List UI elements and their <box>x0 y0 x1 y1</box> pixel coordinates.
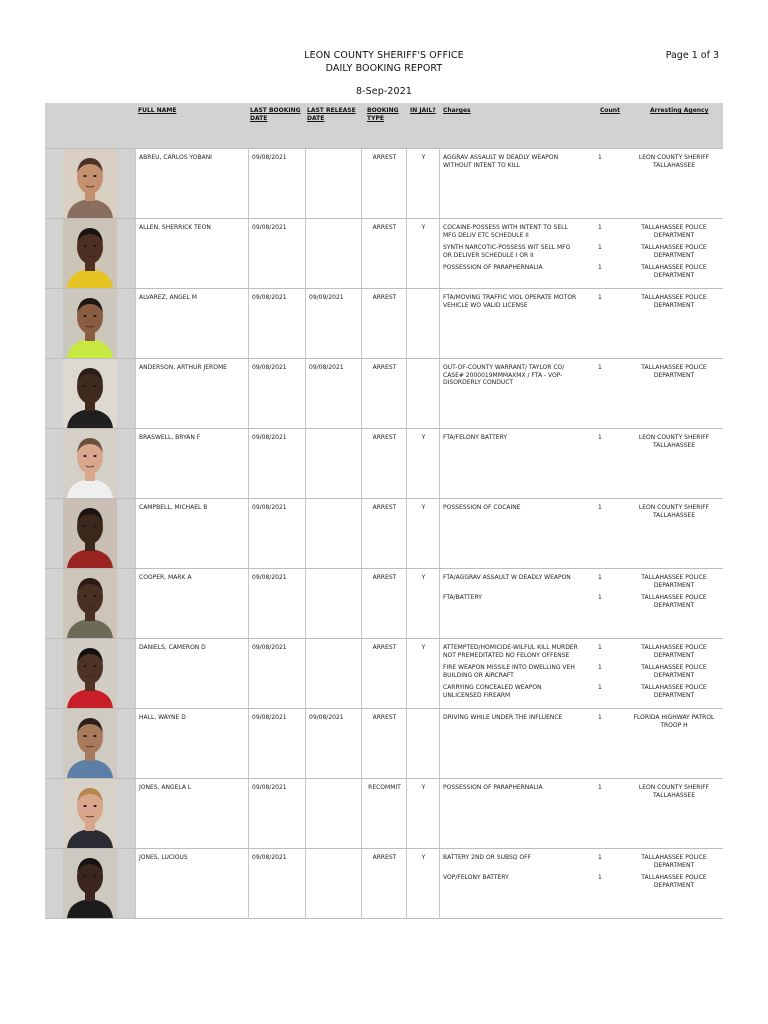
charge-text: FTA/AGGRAV ASSAULT W DEADLY WEAPON <box>443 574 571 581</box>
cell-booking-type <box>361 149 407 218</box>
cell-booking-type <box>361 849 407 918</box>
in-jail-text: Y <box>421 504 426 511</box>
booking-type-text: ARREST <box>372 574 397 581</box>
name-text: HALL, WAYNE D <box>139 714 186 721</box>
booking-photo <box>63 499 117 568</box>
cell-release-date <box>305 849 362 918</box>
cell-booking-type <box>361 499 407 568</box>
arresting-agency: LEON COUNTY SHERIFF TALLAHASSEE <box>638 434 710 449</box>
charge-count: 1 <box>598 264 602 271</box>
cell-in-jail <box>406 219 440 288</box>
col-in-jail: IN JAIL? <box>410 107 436 114</box>
booking-type-text: ARREST <box>372 434 397 441</box>
cell-release-date <box>305 149 362 218</box>
col-charges: Charges <box>443 107 471 114</box>
col-last-release-date: LAST RELEASE DATE <box>307 107 356 122</box>
cell-in-jail <box>406 289 440 358</box>
cell-name <box>135 219 249 288</box>
name-text: CAMPBELL, MICHAEL B <box>139 504 208 511</box>
photo-cell <box>45 779 135 848</box>
booking-type-text: ARREST <box>372 364 397 371</box>
booking-date-text: 09/08/2021 <box>252 504 287 511</box>
office-title: LEON COUNTY SHERIFF'S OFFICE <box>304 50 464 61</box>
table-row <box>45 148 723 218</box>
photo-cell <box>45 289 135 358</box>
booking-photo <box>63 639 117 708</box>
col-full-name: FULL NAME <box>138 107 177 114</box>
cell-in-jail <box>406 429 440 498</box>
cell-booking-date <box>248 779 306 848</box>
photo-cell <box>45 499 135 568</box>
photo-cell <box>45 359 135 428</box>
booking-date-text: 09/08/2021 <box>252 644 287 651</box>
table-row <box>45 218 723 288</box>
charge-text: ATTEMPTED/HOMICIDE-WILFUL KILL MURDER NOT PREMEDITATED NO FELONY OFFENSE <box>443 644 578 659</box>
cell-booking-type <box>361 429 407 498</box>
cell-in-jail <box>406 849 440 918</box>
cell-booking-date <box>248 709 306 778</box>
name-text: JONES, LUCIOUS <box>139 854 188 861</box>
charge-count: 1 <box>598 504 602 511</box>
arresting-agency: TALLAHASSEE POLICE DEPARTMENT <box>641 224 707 239</box>
arresting-agency: LEON COUNTY SHERIFF TALLAHASSEE <box>638 154 710 169</box>
charge-count: 1 <box>598 854 602 861</box>
cell-booking-date <box>248 569 306 638</box>
charge-count: 1 <box>598 224 602 231</box>
release-date-text: 09/08/2021 <box>309 364 344 371</box>
booking-type-text: ARREST <box>372 154 397 161</box>
booking-date-text: 09/08/2021 <box>252 784 287 791</box>
cell-release-date <box>305 709 362 778</box>
booking-type-text: ARREST <box>372 714 397 721</box>
cell-name <box>135 779 249 848</box>
booking-photo <box>63 779 117 848</box>
cell-name <box>135 429 249 498</box>
arresting-agency: TALLAHASSEE POLICE DEPARTMENT <box>641 244 707 259</box>
booking-type-text: RECOMMIT <box>368 784 401 791</box>
cell-release-date <box>305 289 362 358</box>
cell-name <box>135 849 249 918</box>
arresting-agency: TALLAHASSEE POLICE DEPARTMENT <box>641 664 707 679</box>
photo-cell <box>45 849 135 918</box>
cell-charges <box>439 359 723 428</box>
table-row <box>45 848 723 918</box>
name-text: ABREU, CARLOS YOBANI <box>139 154 212 161</box>
booking-type-text: ARREST <box>372 294 397 301</box>
cell-booking-date <box>248 499 306 568</box>
charge-text: BATTERY 2ND OR SUBSQ OFF <box>443 854 532 861</box>
cell-in-jail <box>406 779 440 848</box>
report-date: 8-Sep-2021 <box>356 86 412 97</box>
table-row <box>45 498 723 568</box>
booking-photo <box>63 569 117 638</box>
photo-cell <box>45 639 135 708</box>
cell-booking-type <box>361 219 407 288</box>
cell-booking-date <box>248 289 306 358</box>
in-jail-text: Y <box>421 224 426 231</box>
charge-text: OUT-OF-COUNTY WARRANT/ TAYLOR CO/ CASE# 2000019MMMAXMX / FTA - VOP-DISORDERLY CONDUCT <box>443 364 565 386</box>
arresting-agency: TALLAHASSEE POLICE DEPARTMENT <box>641 294 707 309</box>
charge-count: 1 <box>598 244 602 251</box>
booking-date-text: 09/08/2021 <box>252 154 287 161</box>
cell-booking-type <box>361 779 407 848</box>
charge-count: 1 <box>598 684 602 691</box>
arresting-agency: TALLAHASSEE POLICE DEPARTMENT <box>641 574 707 589</box>
booking-photo <box>63 849 117 918</box>
booking-photo <box>63 359 117 428</box>
cell-booking-date <box>248 849 306 918</box>
table-body <box>45 148 723 918</box>
in-jail-text: Y <box>421 434 426 441</box>
arresting-agency: TALLAHASSEE POLICE DEPARTMENT <box>641 264 707 279</box>
cell-charges <box>439 289 723 358</box>
charge-text: POSSESSION OF PARAPHERNALIA <box>443 264 543 271</box>
cell-name <box>135 359 249 428</box>
release-date-text: 09/09/2021 <box>309 294 344 301</box>
booking-type-text: ARREST <box>372 644 397 651</box>
cell-name <box>135 149 249 218</box>
report-title: DAILY BOOKING REPORT <box>325 63 443 74</box>
booking-date-text: 09/08/2021 <box>252 434 287 441</box>
name-text: ALVAREZ, ANGEL M <box>139 294 197 301</box>
in-jail-text: Y <box>421 854 426 861</box>
cell-release-date <box>305 569 362 638</box>
in-jail-text: Y <box>421 154 426 161</box>
table-row <box>45 358 723 428</box>
charge-text: FIRE WEAPON MISSILE INTO DWELLING VEH BUILDING OR AIRCRAFT <box>443 664 575 679</box>
photo-cell <box>45 709 135 778</box>
cell-release-date <box>305 499 362 568</box>
release-date-text: 09/08/2021 <box>309 714 344 721</box>
arresting-agency: LEON COUNTY SHERIFF TALLAHASSEE <box>638 784 710 799</box>
cell-charges <box>439 149 723 218</box>
booking-photo <box>63 219 117 288</box>
booking-type-text: ARREST <box>372 504 397 511</box>
photo-cell <box>45 149 135 218</box>
charge-text: FTA/BATTERY <box>443 594 482 601</box>
cell-booking-type <box>361 569 407 638</box>
charge-text: SYNTH NARCOTIC-POSSESS WIT SELL MFG OR DELIVER SCHEDULE I OR II <box>443 244 571 259</box>
charge-text: DRIVING WHILE UNDER THE INFLUENCE <box>443 714 563 721</box>
cell-booking-date <box>248 639 306 708</box>
cell-name <box>135 639 249 708</box>
col-booking-type: BOOKING TYPE <box>367 107 399 122</box>
charge-count: 1 <box>598 294 602 301</box>
cell-in-jail <box>406 359 440 428</box>
charge-text: POSSESSION OF COCAINE <box>443 504 521 511</box>
photo-cell <box>45 569 135 638</box>
charge-text: AGGRAV ASSAULT W DEADLY WEAPON WITHOUT INTENT TO KILL <box>443 154 559 169</box>
booking-photo <box>63 289 117 358</box>
charge-text: FTA/MOVING TRAFFIC VIOL OPERATE MOTOR VEHICLE WO VALID LICENSE <box>443 294 577 309</box>
arresting-agency: TALLAHASSEE POLICE DEPARTMENT <box>641 644 707 659</box>
booking-photo <box>63 149 117 218</box>
cell-release-date <box>305 779 362 848</box>
booking-date-text: 09/08/2021 <box>252 294 287 301</box>
cell-charges <box>439 779 723 848</box>
table-row <box>45 428 723 498</box>
name-text: COOPER, MARK A <box>139 574 192 581</box>
cell-booking-type <box>361 709 407 778</box>
arresting-agency: LEON COUNTY SHERIFF TALLAHASSEE <box>638 504 710 519</box>
cell-in-jail <box>406 499 440 568</box>
cell-booking-type <box>361 289 407 358</box>
cell-in-jail <box>406 149 440 218</box>
cell-charges <box>439 849 723 918</box>
table-row <box>45 638 723 708</box>
table-row <box>45 778 723 848</box>
charge-text: CARRYING CONCEALED WEAPON UNLICENSED FIREARM <box>443 684 542 699</box>
col-count: Count <box>600 107 620 114</box>
table-row <box>45 288 723 358</box>
charge-count: 1 <box>598 644 602 651</box>
arresting-agency: FLORIDA HIGHWAY PATROL TROOP H <box>633 714 715 729</box>
arresting-agency: TALLAHASSEE POLICE DEPARTMENT <box>641 854 707 869</box>
cell-booking-type <box>361 639 407 708</box>
name-text: ALLEN, SHERRICK TEON <box>139 224 211 231</box>
arresting-agency: TALLAHASSEE POLICE DEPARTMENT <box>641 874 707 889</box>
col-arresting-agency: Arresting Agency <box>650 107 709 114</box>
cell-booking-date <box>248 149 306 218</box>
cell-release-date <box>305 359 362 428</box>
in-jail-text: Y <box>421 644 426 651</box>
cell-name <box>135 709 249 778</box>
photo-cell <box>45 429 135 498</box>
cell-in-jail <box>406 639 440 708</box>
cell-name <box>135 289 249 358</box>
cell-charges <box>439 219 723 288</box>
in-jail-text: Y <box>421 784 426 791</box>
table-bottom-rule <box>45 918 723 919</box>
cell-name <box>135 499 249 568</box>
page-number: Page 1 of 3 <box>665 50 719 61</box>
charge-count: 1 <box>598 364 602 371</box>
booking-type-text: ARREST <box>372 854 397 861</box>
name-text: DANIELS, CAMERON D <box>139 644 206 651</box>
cell-booking-date <box>248 219 306 288</box>
charge-text: FTA/FELONY BATTERY <box>443 434 508 441</box>
charge-count: 1 <box>598 784 602 791</box>
cell-charges <box>439 639 723 708</box>
cell-release-date <box>305 219 362 288</box>
table-row <box>45 568 723 638</box>
photo-cell <box>45 219 135 288</box>
cell-booking-date <box>248 429 306 498</box>
name-text: JONES, ANGELA L <box>139 784 192 791</box>
cell-charges <box>439 709 723 778</box>
charge-count: 1 <box>598 594 602 601</box>
arresting-agency: TALLAHASSEE POLICE DEPARTMENT <box>641 684 707 699</box>
booking-type-text: ARREST <box>372 224 397 231</box>
cell-in-jail <box>406 569 440 638</box>
cell-booking-date <box>248 359 306 428</box>
booking-photo <box>63 709 117 778</box>
cell-charges <box>439 569 723 638</box>
cell-release-date <box>305 429 362 498</box>
name-text: BRASWELL, BRYAN F <box>139 434 201 441</box>
cell-charges <box>439 429 723 498</box>
cell-name <box>135 569 249 638</box>
booking-date-text: 09/08/2021 <box>252 574 287 581</box>
cell-release-date <box>305 639 362 708</box>
booking-date-text: 09/08/2021 <box>252 854 287 861</box>
booking-photo <box>63 429 117 498</box>
table-row <box>45 708 723 778</box>
booking-table <box>45 103 723 918</box>
charge-text: POSSESSION OF PARAPHERNALIA <box>443 784 543 791</box>
booking-date-text: 09/08/2021 <box>252 714 287 721</box>
booking-date-text: 09/08/2021 <box>252 224 287 231</box>
in-jail-text: Y <box>421 574 426 581</box>
charge-text: VOP/FELONY BATTERY <box>443 874 509 881</box>
table-header <box>45 103 723 148</box>
col-last-booking-date: LAST BOOKING DATE <box>250 107 301 122</box>
booking-date-text: 09/08/2021 <box>252 364 287 371</box>
charge-count: 1 <box>598 574 602 581</box>
charge-count: 1 <box>598 664 602 671</box>
charge-text: COCAINE-POSSESS WITH INTENT TO SELL MFG DELIV ETC SCHEDULE II <box>443 224 568 239</box>
charge-count: 1 <box>598 434 602 441</box>
cell-in-jail <box>406 709 440 778</box>
arresting-agency: TALLAHASSEE POLICE DEPARTMENT <box>641 364 707 379</box>
charge-count: 1 <box>598 714 602 721</box>
name-text: ANDERSON, ARTHUR JEROME <box>139 364 227 371</box>
charge-count: 1 <box>598 874 602 881</box>
cell-booking-type <box>361 359 407 428</box>
charge-count: 1 <box>598 154 602 161</box>
cell-charges <box>439 499 723 568</box>
arresting-agency: TALLAHASSEE POLICE DEPARTMENT <box>641 594 707 609</box>
